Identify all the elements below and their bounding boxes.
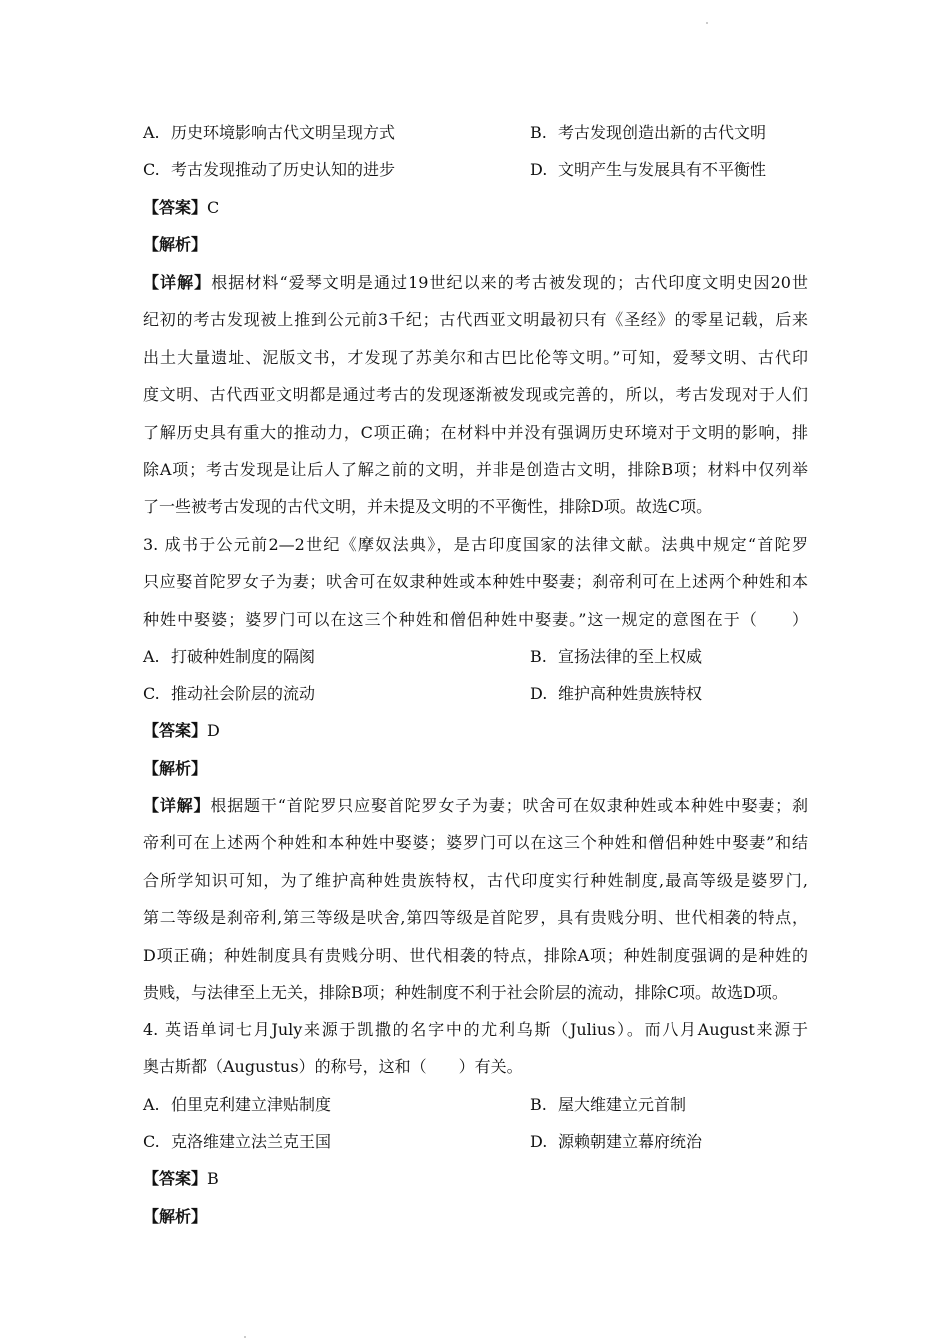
q4-option-c: C. 克洛维建立法兰克王国 [143,1132,332,1151]
q2-option-d: D. 文明产生与发展具有不平衡性 [530,160,767,179]
q3-option-b: B. 宣扬法律的至上权威 [530,647,703,666]
q3-detail: 【详解】根据题干“首陀罗只应娶首陀罗女子为妻；吠舍可在奴隶种姓或本种姓中娶妻；刹 帝利可在上述两个种姓和本种姓中娶婆；婆罗门可以在这三个种姓和僧侣种姓中娶妻”和结 合所学知识可知，为了维护高种姓贵族特权，古代印度实行种姓制度,最高等级是婆罗门, 第二等级是刹帝利,第三等级是吠舍,第四等级是首陀罗，具有贵贱分明、世代相袭的特点， D项正确；种姓制度具有贵贱分明、世代相袭的特点，排除A项；种姓制度强调的是种姓的 贵贱，与法律至上无关，排除B项；种姓制度不利于社会阶层的流动，排除C项。故选D项。 [143,796,808,1002]
q4-analysis-heading: 【解析】 [143,1207,208,1226]
scan-dot-top [706,22,708,24]
q2-analysis-heading: 【解析】 [143,235,208,254]
q2-answer: 【答案】C [143,198,220,217]
q3-option-d: D. 维护高种姓贵族特权 [530,684,703,703]
q4-option-a: A. 伯里克利建立津贴制度 [143,1095,332,1114]
q3-option-a: A. 打破种姓制度的隔阂 [143,647,316,666]
q2-option-row-1 [143,122,808,144]
q4-answer: 【答案】B [143,1169,219,1188]
q2-option-b: B. 考古发现创造出新的古代文明 [530,123,767,142]
q4-option-row-2 [143,1131,808,1153]
q3-option-c: C. 推动社会阶层的流动 [143,684,316,703]
q3-answer: 【答案】D [143,721,220,740]
q4-option-b: B. 屋大维建立元首制 [530,1095,687,1114]
q2-option-c: C. 考古发现推动了历史认知的进步 [143,160,396,179]
q2-option-a: A. 历史环境影响古代文明呈现方式 [143,123,396,142]
q4-stem: 4. 英语单词七月July来源于凯撒的名字中的尤利乌斯（Julius）。而八月August来源于 奥古斯都（Augustus）的称号，这和（ ）有关。 [143,1020,808,1077]
q2-option-row-2 [143,159,808,181]
q4-option-row-1 [143,1094,808,1116]
q4-option-d: D. 源赖朝建立幕府统治 [530,1132,703,1151]
q3-option-row-2 [143,683,808,705]
q3-option-row-1 [143,646,808,668]
scan-dot-bottom [244,1336,246,1338]
q3-analysis-heading: 【解析】 [143,759,208,778]
q3-stem: 3. 成书于公元前2—2世纪《摩奴法典》，是古印度国家的法律文献。法典中规定“首陀罗 只应娶首陀罗女子为妻；吠舍可在奴隶种姓或本种姓中娶妻；刹帝利可在上述两个种姓和本 种姓中娶婆；婆罗门可以在这三个种姓和僧侣种姓中娶妻。”这一规定的意图在于（ ） [143,535,808,629]
q2-detail: 【详解】根据材料“爱琴文明是通过19世纪以来的考古被发现的；古代印度文明史因20世 纪初的考古发现被上推到公元前3千纪；古代西亚文明最初只有《圣经》的零星记载，后来 出土大量遗址、泥版文书，才发现了苏美尔和古巴比伦等文明。”可知，爱琴文明、古代印 度文明、古代西亚文明都是通过考古的发现逐渐被发现或完善的，所以，考古发现对于人们 了解历史具有重大的推动力，C项正确；在材料中并没有强调历史环境对于文明的影响，排 除A项；考古发现是让后人了解之前的文明，并非是创造古文明，排除B项；材料中仅列举 了一些被考古发现的古代文明，并未提及文明的不平衡性，排除D项。故选C项。 [143,273,808,517]
